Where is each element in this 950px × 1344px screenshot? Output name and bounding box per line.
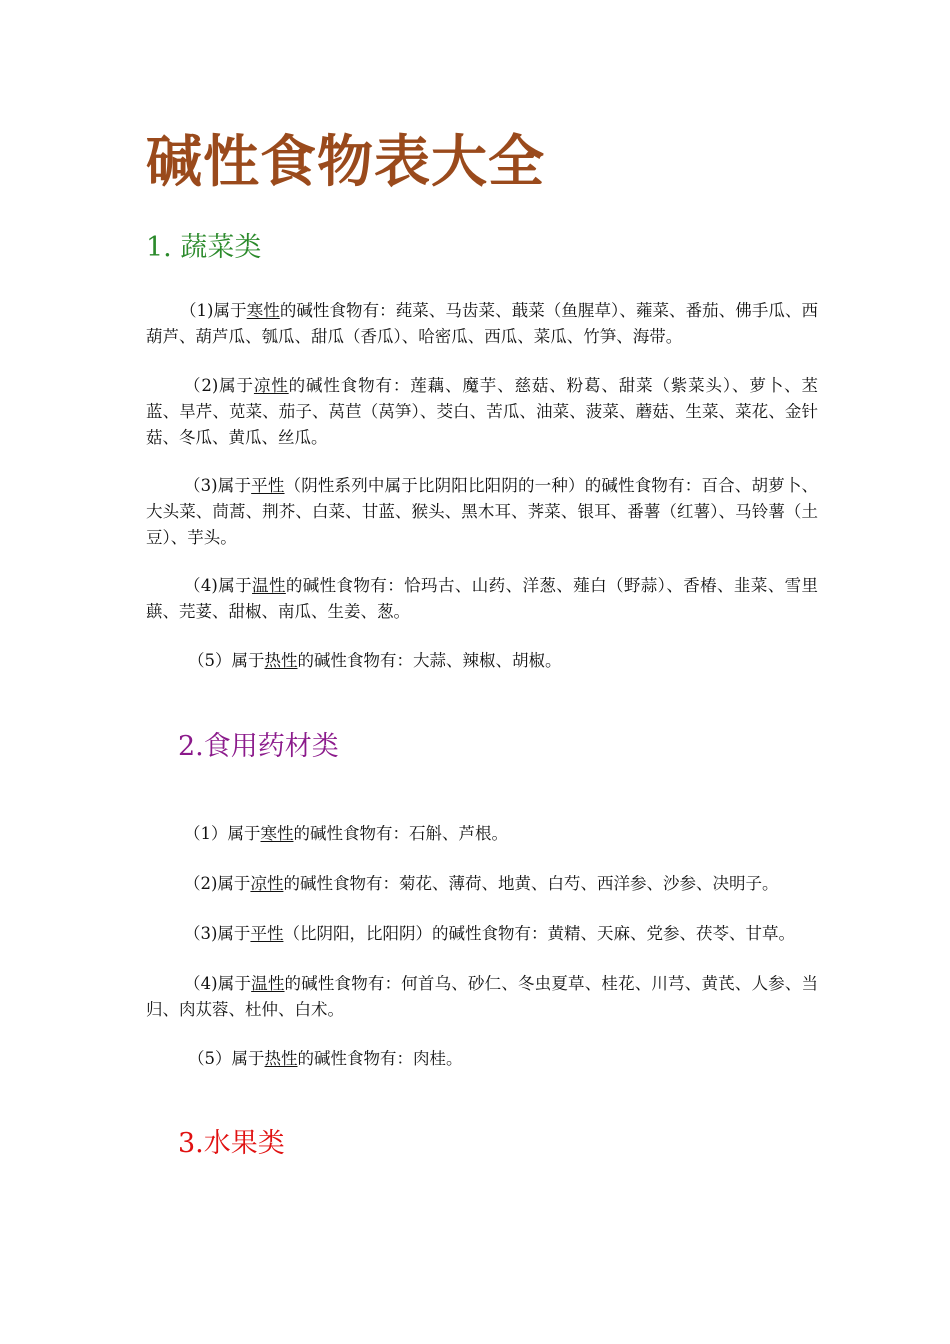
item-prefix: （2)属于 xyxy=(184,874,251,893)
item-text: 的碱性食物有：莼菜、马齿菜、蕺菜（鱼腥草）、蕹菜、番茄、佛手瓜、西葫芦、葫芦瓜、瓠瓜、甜瓜（香瓜）、哈密瓜、西瓜、菜瓜、竹笋、海带。 xyxy=(146,301,819,346)
property-label-hot: 热性 xyxy=(264,1049,298,1068)
paragraph-medicinal-cold xyxy=(146,821,818,847)
property-label-cool: 凉性 xyxy=(253,376,289,395)
paragraph-vegetables-neutral xyxy=(146,473,818,551)
paragraph-medicinal-neutral xyxy=(146,921,826,947)
item-text: （阴性系列中属于比阴阳比阳阴的一种）的碱性食物有：百合、胡萝卜、大头菜、茼蒿、荆芥、白菜、甘蓝、猴头、黑木耳、荠菜、银耳、番薯（红薯）、马铃薯（土豆）、芋头。 xyxy=(146,476,819,547)
page-title: 碱性食物表大全 xyxy=(146,130,545,195)
item-text: 的碱性食物有：莲藕、魔芋、慈菇、粉葛、甜菜（紫菜头）、萝卜、苤蓝、旱芹、苋菜、茄子、莴苣（莴笋）、茭白、苦瓜、油菜、菠菜、蘑菇、生菜、菜花、金针菇、冬瓜、黄瓜、丝瓜。 xyxy=(146,376,819,447)
item-prefix: （1）属于 xyxy=(184,824,261,843)
item-prefix: （4)属于 xyxy=(184,576,253,595)
item-text: 的碱性食物有：何首乌、砂仁、冬虫夏草、桂花、川芎、黄芪、人参、当归、肉苁蓉、杜仲、白术。 xyxy=(146,974,819,1019)
paragraph-medicinal-cool xyxy=(146,871,818,897)
paragraph-vegetables-warm xyxy=(146,573,818,625)
property-label-hot: 热性 xyxy=(264,651,298,670)
paragraph-vegetables-cold xyxy=(146,298,818,350)
item-prefix: （3)属于 xyxy=(184,924,251,943)
property-label-warm: 温性 xyxy=(251,974,285,993)
section-heading-fruits: 3.水果类 xyxy=(178,1128,285,1159)
item-text: 的碱性食物有：肉桂。 xyxy=(297,1049,463,1068)
property-label-neutral: 平性 xyxy=(250,924,284,943)
item-text: （比阴阳，比阳阴）的碱性食物有：黄精、天麻、党参、茯苓、甘草。 xyxy=(283,924,795,943)
item-prefix: （5）属于 xyxy=(188,1049,265,1068)
property-label-cold: 寒性 xyxy=(260,824,294,843)
property-label-cold: 寒性 xyxy=(246,301,280,320)
item-prefix: （3)属于 xyxy=(184,476,252,495)
item-text: 的碱性食物有：大蒜、辣椒、胡椒。 xyxy=(297,651,562,670)
item-text: 的碱性食物有：菊花、薄荷、地黄、白芍、西洋参、沙参、决明子。 xyxy=(283,874,779,893)
property-label-warm: 温性 xyxy=(252,576,286,595)
item-text: 的碱性食物有：石斛、芦根。 xyxy=(293,824,508,843)
item-prefix: （1)属于 xyxy=(180,301,247,320)
paragraph-vegetables-cool xyxy=(146,373,818,451)
item-prefix: （2)属于 xyxy=(184,376,254,395)
section-heading-medicinal: 2.食用药材类 xyxy=(178,731,339,762)
paragraph-medicinal-warm xyxy=(146,971,818,1023)
item-prefix: （4)属于 xyxy=(184,974,252,993)
item-text: 的碱性食物有：恰玛古、山药、洋葱、薤白（野蒜）、香椿、韭菜、雪里蕻、芫荽、甜椒、南瓜、生姜、葱。 xyxy=(146,576,819,621)
paragraph-vegetables-hot xyxy=(146,648,818,674)
property-label-neutral: 平性 xyxy=(251,476,285,495)
item-prefix: （5）属于 xyxy=(188,651,265,670)
paragraph-medicinal-hot xyxy=(146,1046,818,1072)
section-heading-vegetables: 1. 蔬菜类 xyxy=(146,232,262,263)
property-label-cool: 凉性 xyxy=(250,874,284,893)
